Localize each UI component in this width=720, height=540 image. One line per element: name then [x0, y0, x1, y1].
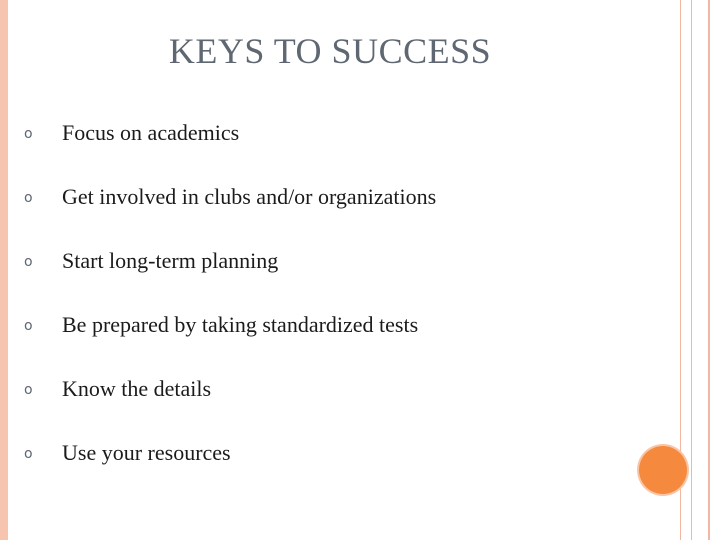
bullet-marker: o: [24, 446, 33, 462]
list-item: [24, 248, 436, 312]
bullet-list: [24, 120, 436, 504]
bullet-marker: o: [24, 126, 33, 142]
list-item: [24, 184, 436, 248]
list-item: [24, 312, 436, 376]
bullet-text: Start long-term planning: [62, 248, 279, 273]
bullet-text: Be prepared by taking standardized tests: [62, 312, 419, 337]
left-border-stripe: [0, 0, 8, 540]
bullet-text: Use your resources: [62, 440, 231, 465]
bullet-text: Know the details: [62, 376, 212, 401]
orange-circle-icon: [639, 446, 687, 494]
list-item: [24, 376, 436, 440]
list-item: [24, 440, 436, 504]
bullet-marker: o: [24, 254, 33, 270]
bullet-marker: o: [24, 382, 33, 398]
slide-title: KEYS TO SUCCESS: [168, 31, 492, 71]
bullet-marker: o: [24, 190, 33, 206]
right-border-line: [708, 0, 710, 540]
bullet-marker: o: [24, 318, 33, 334]
bullet-text: Focus on academics: [62, 120, 240, 145]
bullet-text: Get involved in clubs and/or organizations: [62, 184, 437, 209]
list-item: [24, 120, 436, 184]
